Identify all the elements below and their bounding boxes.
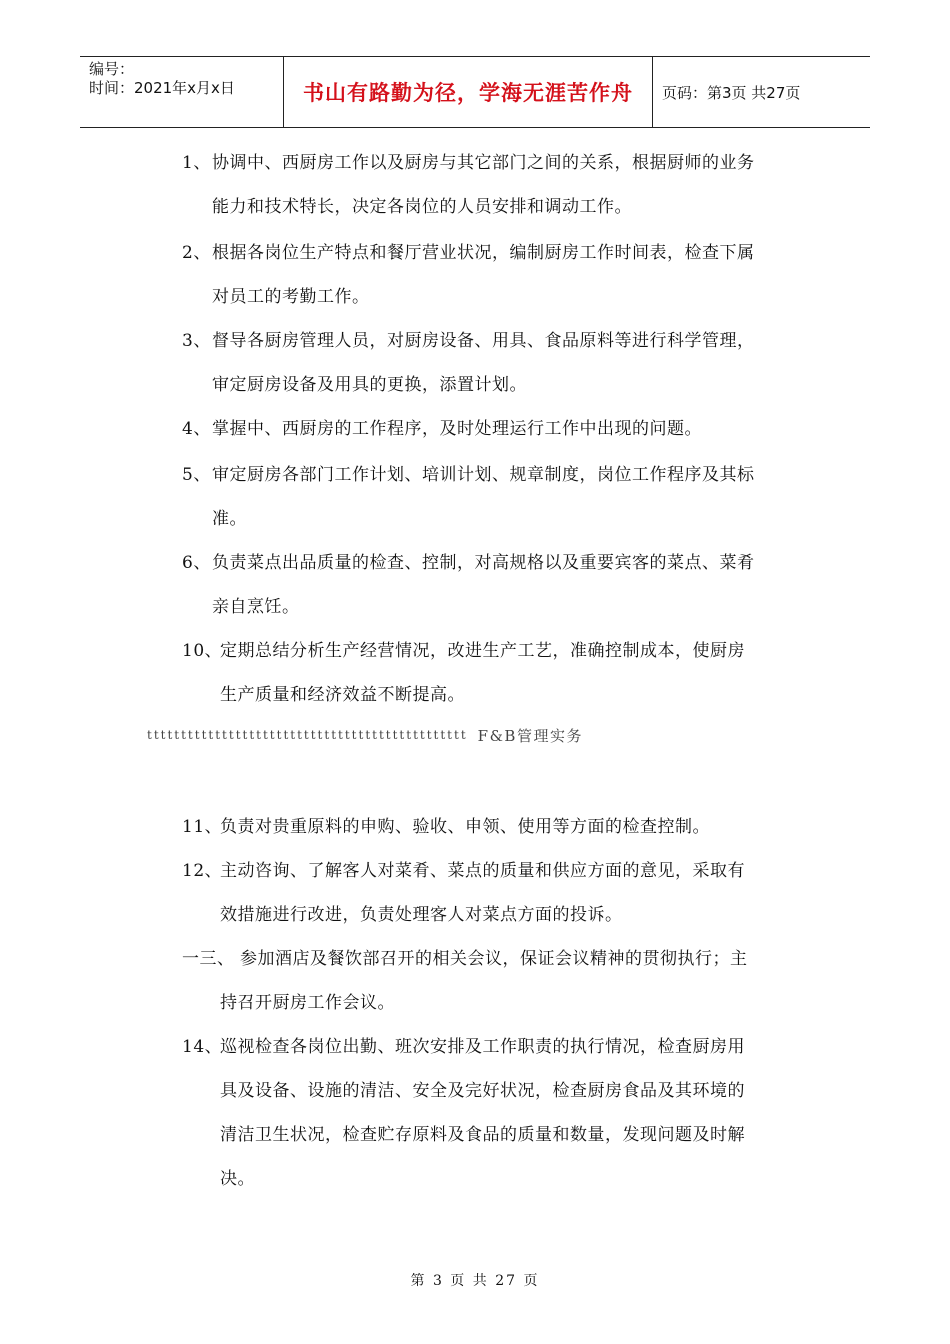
number-label: 编号： [89, 60, 135, 78]
section-divider [147, 724, 797, 746]
list-item-number: 4、 [182, 419, 211, 439]
list-item-number: 12、 [182, 861, 223, 881]
list-item-text-line: 审定厨房设备及用具的更换，添置计划。 [212, 375, 527, 395]
list-item-text-line: 能力和技术特长，决定各岗位的人员安排和调动工作。 [212, 197, 632, 217]
list-item-text-line: 掌握中、西厨房的工作程序，及时处理运行工作中出现的问题。 [212, 419, 702, 439]
list-item-number: 11、 [182, 817, 223, 837]
list-item-number: 6、 [182, 553, 211, 573]
header-meta [80, 57, 283, 127]
list-item-text-line: 亲自烹饪。 [212, 597, 300, 617]
list-item-text-line: 负责菜点出品质量的检查、控制，对高规格以及重要宾客的菜点、菜肴 [212, 553, 755, 573]
list-item-number: 1、 [182, 153, 211, 173]
divider-label: F&B管理实务 [477, 726, 583, 745]
list-item-text-line: 持召开厨房工作会议。 [220, 993, 395, 1013]
list-item-text-line: 参加酒店及餐饮部召开的相关会议，保证会议精神的贯彻执行；主 [240, 949, 748, 969]
list-item-text-line: 负责对贵重原料的申购、验收、申领、使用等方面的检查控制。 [220, 817, 710, 837]
motto-text: 书山有路勤为径，学海无涯苦作舟 [303, 81, 633, 105]
list-item-number: 10、 [182, 641, 223, 661]
header-page-info: 页码：第3页 共27页 [662, 83, 801, 102]
list-item-number: 3、 [182, 331, 211, 351]
list-item-text-line: 审定厨房各部门工作计划、培训计划、规章制度，岗位工作程序及其标 [212, 465, 755, 485]
list-item-text-line: 准。 [212, 509, 247, 529]
page-header [80, 56, 870, 128]
list-item-number: 14、 [182, 1037, 223, 1057]
list-item-text-line: 对员工的考勤工作。 [212, 287, 370, 307]
list-item-text-line: 具及设备、设施的清洁、安全及完好状况，检查厨房食品及其环境的 [220, 1081, 745, 1101]
list-item-text-line: 效措施进行改进，负责处理客人对菜点方面的投诉。 [220, 905, 623, 925]
list-item-text-line: 巡视检查各岗位出勤、班次安排及工作职责的执行情况，检查厨房用 [220, 1037, 745, 1057]
page-footer: 第 3 页 共 27 页 [410, 1273, 540, 1289]
date-label: 时间：2021年x月x日 [89, 79, 235, 97]
list-item-number: 一三、 [182, 949, 235, 969]
list-item-text-line: 生产质量和经济效益不断提高。 [220, 685, 465, 705]
list-item-number: 2、 [182, 243, 211, 263]
divider-dots: ttttttttttttttttttttttttttttttttttttttttttttttt [147, 728, 468, 742]
list-item-text-line: 协调中、西厨房工作以及厨房与其它部门之间的关系，根据厨师的业务 [212, 153, 755, 173]
list-item-text-line: 主动咨询、了解客人对菜肴、菜点的质量和供应方面的意见，采取有 [220, 861, 745, 881]
list-item-text-line: 定期总结分析生产经营情况，改进生产工艺，准确控制成本，使厨房 [220, 641, 745, 661]
list-item-text-line: 清洁卫生状况，检查贮存原料及食品的质量和数量，发现问题及时解 [220, 1125, 745, 1145]
list-item-text-line: 决。 [220, 1169, 255, 1189]
header-motto-cell [283, 57, 653, 127]
list-item-number: 5、 [182, 465, 211, 485]
list-item-text-line: 根据各岗位生产特点和餐厅营业状况，编制厨房工作时间表，检查下属 [212, 243, 755, 263]
list-item-text-line: 督导各厨房管理人员，对厨房设备、用具、食品原料等进行科学管理， [212, 331, 755, 351]
